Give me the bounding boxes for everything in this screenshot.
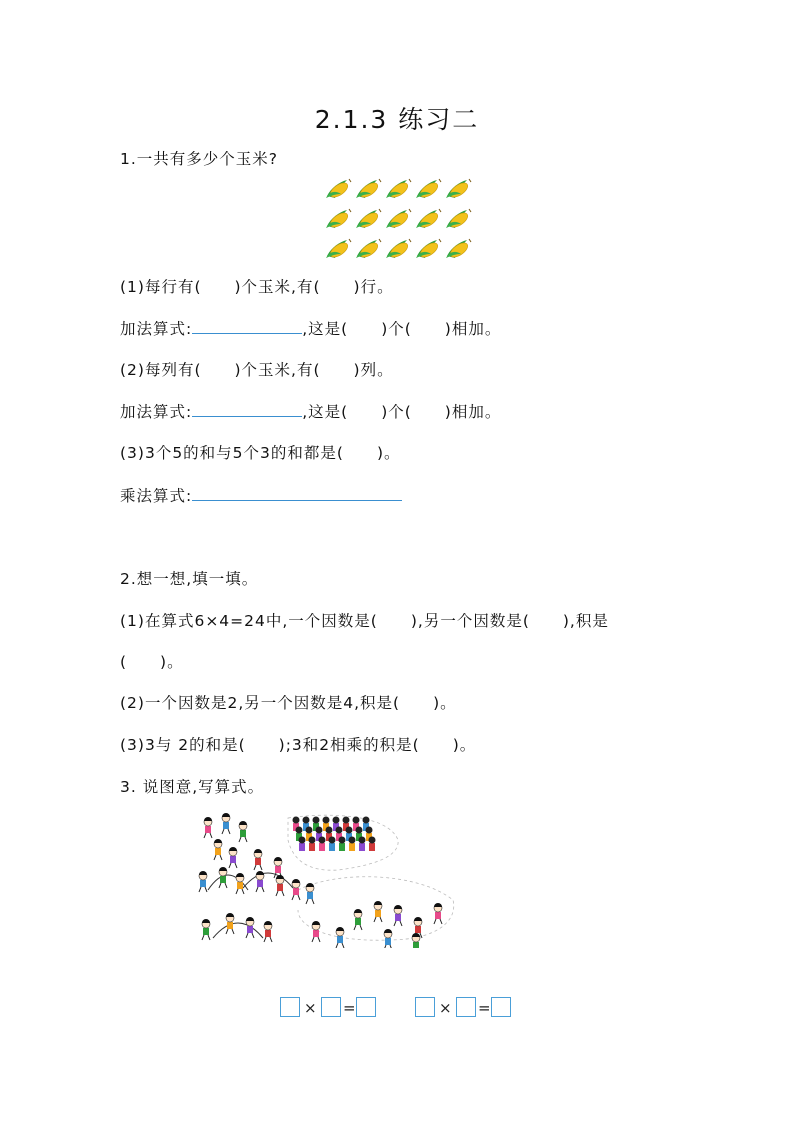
child-figure xyxy=(229,847,237,868)
add-label-2: 加法算式: xyxy=(120,403,193,421)
q1-add-line-2 xyxy=(120,400,501,422)
child-figure xyxy=(214,839,222,860)
child-figure xyxy=(219,867,227,888)
corn-icon xyxy=(386,209,411,230)
child-figure xyxy=(204,817,212,838)
child-figure xyxy=(239,821,247,842)
answer-box[interactable] xyxy=(491,997,511,1017)
child-figure xyxy=(254,849,262,870)
corn-icon xyxy=(326,239,351,260)
q1-heading: 1.一共有多少个玉米? xyxy=(120,150,279,168)
child-figure xyxy=(246,917,254,938)
corn-icon xyxy=(446,179,471,200)
mul-label: 乘法算式: xyxy=(120,487,193,505)
corn-icon xyxy=(356,209,381,230)
q2-part1a: (1)在算式6×4=24中,一个因数是( ),另一个因数是( ),积是 xyxy=(120,612,609,630)
child-figure xyxy=(226,913,234,934)
q2-heading: 2.想一想,填一填。 xyxy=(120,570,259,588)
child-figure xyxy=(434,903,442,924)
q2-part1b: ( )。 xyxy=(120,653,184,671)
crowd-child xyxy=(349,837,356,852)
child-figure xyxy=(306,883,314,904)
child-figure xyxy=(384,929,392,948)
child-figure xyxy=(292,879,300,900)
answer-box[interactable] xyxy=(415,997,435,1017)
child-figure xyxy=(374,901,382,922)
q1-part2: (2)每列有( )个玉米,有( )列。 xyxy=(120,361,394,379)
child-figure xyxy=(312,921,320,942)
child-figure xyxy=(222,813,230,834)
add-tail-1: ,这是( )个( )相加。 xyxy=(302,320,502,338)
child-figure xyxy=(256,871,264,892)
answer-line-1[interactable] xyxy=(192,317,302,334)
add-tail-2: ,这是( )个( )相加。 xyxy=(302,403,502,421)
add-label-1: 加法算式: xyxy=(120,320,193,338)
child-figure xyxy=(336,927,344,948)
crowd-child xyxy=(329,837,336,852)
answer-line-3[interactable] xyxy=(192,484,402,501)
answer-box[interactable] xyxy=(456,997,476,1017)
corn-icon xyxy=(356,239,381,260)
q1-part3: (3)3个5的和与5个3的和都是( )。 xyxy=(120,444,401,462)
child-figure xyxy=(276,875,284,896)
answer-line-2[interactable] xyxy=(192,400,302,417)
corn-icon xyxy=(326,209,351,230)
q1-add-line-1 xyxy=(120,317,501,339)
corn-icon xyxy=(326,179,351,200)
corn-grid-image xyxy=(325,178,475,266)
corn-icon xyxy=(446,239,471,260)
child-figure xyxy=(354,909,362,930)
q2-part3: (3)3与 2的和是( );3和2相乘的积是( )。 xyxy=(120,736,477,754)
q1-part1: (1)每行有( )个玉米,有( )行。 xyxy=(120,278,394,296)
child-figure xyxy=(264,921,272,942)
crowd-child xyxy=(299,837,306,852)
crowd-child xyxy=(309,837,316,852)
child-figure xyxy=(202,919,210,940)
corn-icon xyxy=(416,179,441,200)
crowd-child xyxy=(319,837,326,852)
equals-sign: = xyxy=(343,999,356,1017)
corn-icon xyxy=(386,179,411,200)
page-title: 2.1.3 练习二 xyxy=(314,105,480,134)
corn-icon xyxy=(416,209,441,230)
answer-box[interactable] xyxy=(356,997,376,1017)
q2-part2: (2)一个因数是2,另一个因数是4,积是( )。 xyxy=(120,694,457,712)
crowd-child xyxy=(359,837,366,852)
crowd-child xyxy=(339,837,346,852)
child-figure xyxy=(199,871,207,892)
q1-mul-line xyxy=(120,484,402,506)
corn-icon xyxy=(416,239,441,260)
crowd-child xyxy=(369,837,376,852)
answer-box[interactable] xyxy=(280,997,300,1017)
times-sign: × xyxy=(439,999,452,1017)
q3-heading: 3. 说图意,写算式。 xyxy=(120,778,265,796)
child-figure xyxy=(412,933,420,948)
children-playing-image xyxy=(188,810,463,948)
corn-icon xyxy=(446,209,471,230)
times-sign: × xyxy=(304,999,317,1017)
corn-icon xyxy=(356,179,381,200)
child-figure xyxy=(394,905,402,926)
child-figure xyxy=(236,873,244,894)
corn-icon xyxy=(386,239,411,260)
equals-sign: = xyxy=(478,999,491,1017)
answer-box[interactable] xyxy=(321,997,341,1017)
